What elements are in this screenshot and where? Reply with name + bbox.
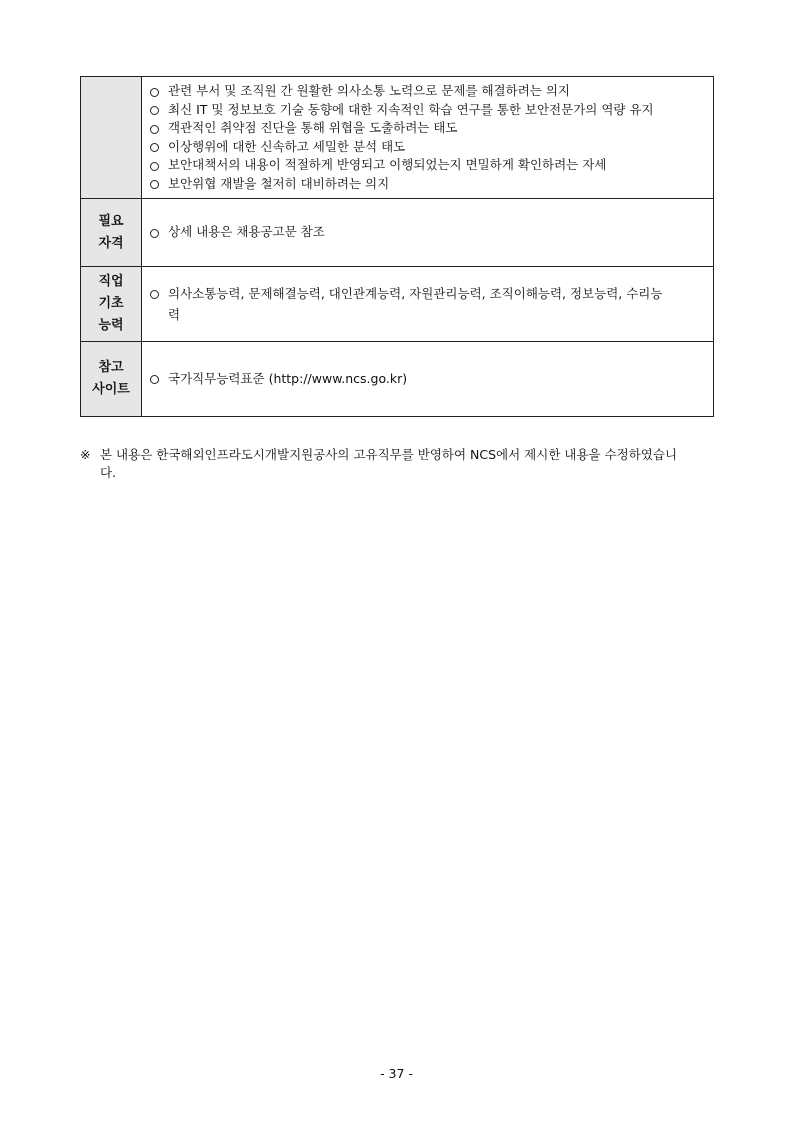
job-spec-table [80, 76, 714, 417]
row-header-reference: 참고 사이트 [81, 342, 142, 417]
list-item: 보안대책서의 내용이 적절하게 반영되고 이행되었는지 면밀하게 확인하려는 자세 [148, 156, 707, 175]
attitude-list [148, 82, 707, 193]
row-body-qualifications [142, 199, 714, 267]
list-item: 이상행위에 대한 신속하고 세밀한 분석 태도 [148, 138, 707, 157]
circle-bullet-icon [150, 375, 159, 384]
circle-bullet-icon [150, 88, 159, 97]
row-header-qualifications: 필요 자격 [81, 199, 142, 267]
footnote-text: 본 내용은 한국해외인프라도시개발지원공사의 고유직무를 반영하여 NCS에서 제시한 내용을 수정하였습니다. [100, 447, 678, 480]
list-item: 국가직무능력표준 (http://www.ncs.go.kr) [148, 370, 707, 389]
circle-bullet-icon [150, 143, 159, 152]
circle-bullet-icon [150, 162, 159, 171]
row-body-basic-skills [142, 267, 714, 342]
row-body-reference [142, 342, 714, 417]
list-item: 관련 부서 및 조직원 간 원활한 의사소통 노력으로 문제를 해결하려는 의지 [148, 82, 707, 101]
footnote [80, 446, 690, 482]
page-number: - 37 - [380, 1066, 413, 1081]
table-row-qualifications [81, 199, 714, 267]
table-row-basic-skills [81, 267, 714, 342]
row-body-attitudes [142, 77, 714, 199]
table-row-attitudes [81, 77, 714, 199]
circle-bullet-icon [150, 229, 159, 238]
list-item: 의사소통능력, 문제해결능력, 대인관계능력, 자원관리능력, 조직이해능력, 정보능력, 수리능력 [148, 283, 707, 325]
list-item: 최신 IT 및 정보보호 기술 동향에 대한 지속적인 학습 연구를 통한 보안전문가의 역량 유지 [148, 101, 707, 120]
list-item: 객관적인 취약점 진단을 통해 위협을 도출하려는 태도 [148, 119, 707, 138]
table-row-reference [81, 342, 714, 417]
circle-bullet-icon [150, 290, 159, 299]
reference-mark-icon: ※ [80, 447, 91, 462]
list-item: 보안위협 재발을 철저히 대비하려는 의지 [148, 175, 707, 194]
circle-bullet-icon [150, 180, 159, 189]
list-item: 상세 내용은 채용공고문 참조 [148, 223, 707, 242]
circle-bullet-icon [150, 106, 159, 115]
circle-bullet-icon [150, 125, 159, 134]
row-header-empty [81, 77, 142, 199]
row-header-basic-skills: 직업 기초 능력 [81, 267, 142, 342]
